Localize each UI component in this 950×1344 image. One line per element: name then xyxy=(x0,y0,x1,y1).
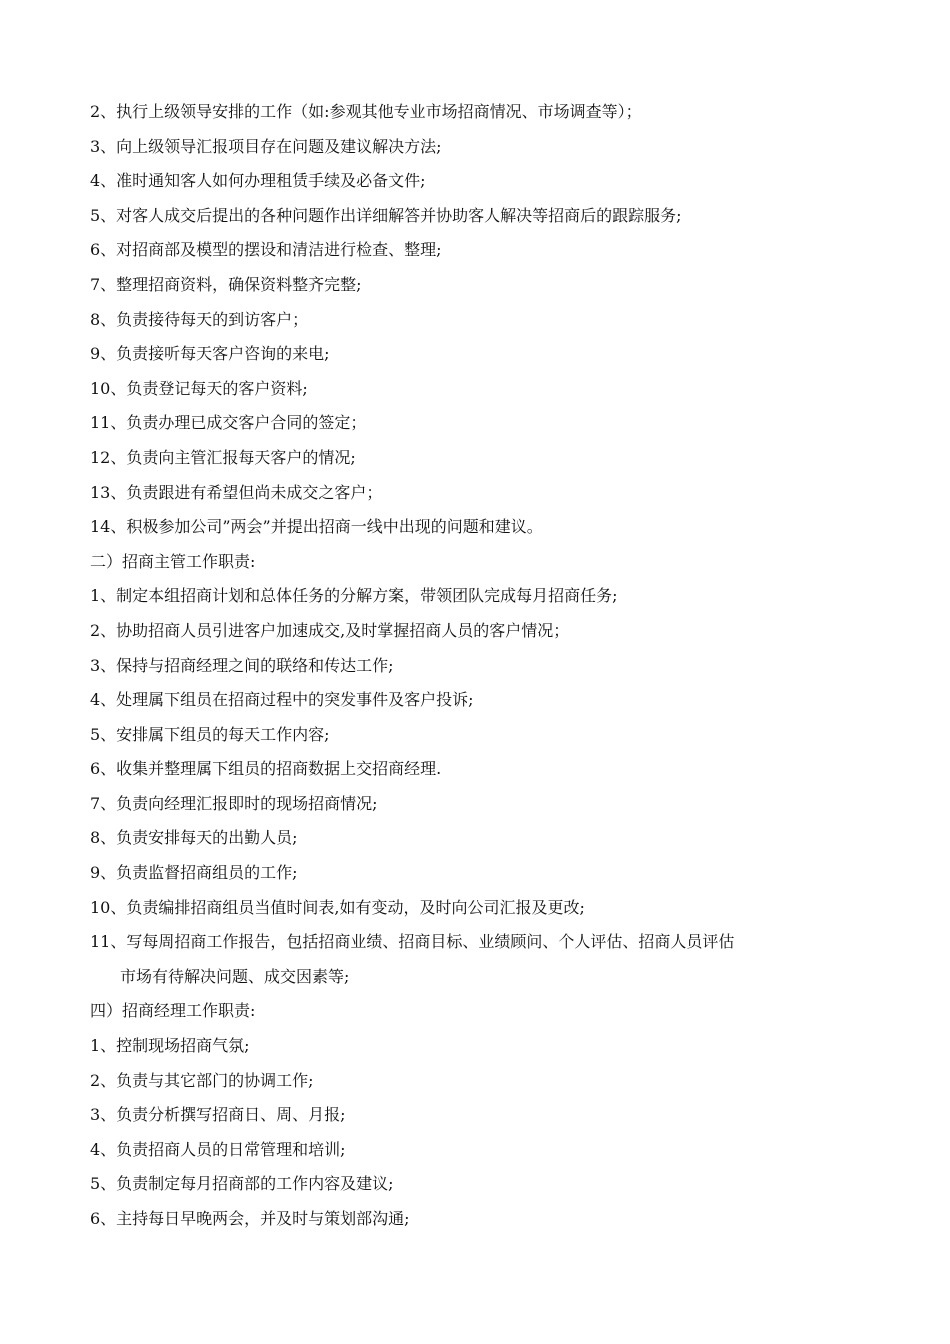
text-line: 8、负责接待每天的到访客户； xyxy=(90,309,309,329)
text-line: 6、收集并整理属下组员的招商数据上交招商经理. xyxy=(90,759,442,779)
text-line: 9、负责接听每天客户咨询的来电; xyxy=(90,344,330,364)
text-line: 3、保持与招商经理之间的联络和传达工作; xyxy=(90,655,394,675)
text-line: 7、负责向经理汇报即时的现场招商情况; xyxy=(90,793,378,813)
text-line: 3、向上级领导汇报项目存在问题及建议解决方法; xyxy=(90,136,442,156)
text-line: 10、负责登记每天的客户资料; xyxy=(90,378,308,398)
text-line: 4、负责招商人员的日常管理和培训; xyxy=(90,1139,346,1159)
section-heading: 二）招商主管工作职责: xyxy=(90,551,256,571)
text-line: 1、控制现场招商气氛; xyxy=(90,1036,250,1056)
text-line: 6、对招商部及模型的摆设和清洁进行检查、整理; xyxy=(90,240,442,260)
text-line: 4、处理属下组员在招商过程中的突发事件及客户投诉; xyxy=(90,690,474,710)
text-line: 5、对客人成交后提出的各种问题作出详细解答并协助客人解决等招商后的跟踪服务; xyxy=(90,205,682,225)
text-line: 1、制定本组招商计划和总体任务的分解方案，带领团队完成每月招商任务; xyxy=(90,586,618,606)
text-line: 2、执行上级领导安排的工作（如:参观其他专业市场招商情况、市场调查等）； xyxy=(90,102,642,121)
text-line: 13、负责跟进有希望但尚未成交之客户； xyxy=(90,482,383,502)
text-line: 6、主持每日早晚两会，并及时与策划部沟通; xyxy=(90,1209,410,1228)
text-line: 7、整理招商资料，确保资料整齐完整; xyxy=(90,274,362,294)
text-line: 4、准时通知客人如何办理租赁手续及必备文件; xyxy=(90,171,426,191)
text-line: 8、负责安排每天的出勤人员; xyxy=(90,828,298,848)
section-heading: 四）招商经理工作职责: xyxy=(90,1001,256,1021)
text-line: 10、负责编排招商组员当值时间表,如有变动，及时向公司汇报及更改; xyxy=(90,897,585,917)
text-line: 11、写每周招商工作报告，包括招商业绩、招商目标、业绩顾问、个人评估、招商人员评估 xyxy=(90,932,735,952)
text-line: 11、负责办理已成交客户合同的签定； xyxy=(90,413,367,433)
document-body xyxy=(90,95,890,1237)
text-line: 5、负责制定每月招商部的工作内容及建议; xyxy=(90,1174,394,1194)
text-line: 5、安排属下组员的每天工作内容; xyxy=(90,724,330,744)
text-line: 2、负责与其它部门的协调工作; xyxy=(90,1070,314,1090)
text-line: 14、积极参加公司”两会”并提出招商一线中出现的问题和建议。 xyxy=(90,517,543,537)
text-line: 9、负责监督招商组员的工作; xyxy=(90,863,298,883)
text-line: 3、负责分析撰写招商日、周、月报; xyxy=(90,1105,346,1125)
text-line: 2、协助招商人员引进客户加速成交,及时掌握招商人员的客户情况； xyxy=(90,620,570,640)
text-line-continuation: 市场有待解决问题、成交因素等; xyxy=(120,966,350,986)
text-line: 12、负责向主管汇报每天客户的情况; xyxy=(90,447,356,467)
